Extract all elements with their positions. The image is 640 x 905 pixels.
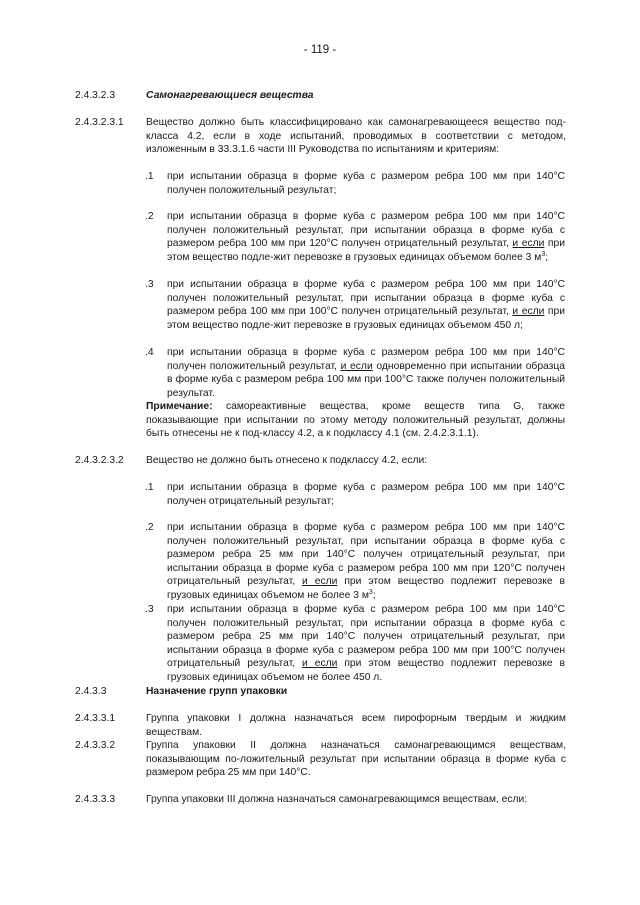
item-text: при испытании образца в форме куба с размером ребра 100 мм при 140°C получен положительный результат, при испытании образца в форме куба с размером ребра 25 мм при 140°C получен отрицательный результат, при испытании образца в форме куба с размером ребра 100 мм при 120°C получен отрицательный результат, и если при этом вещество подлежит перевозке в грузовых единицах объемом не более 3 $м^3$;: [167, 522, 565, 601]
underlined-condition: и если: [512, 306, 545, 318]
section-number: 2.4.3.3: [75, 686, 107, 697]
underlined-condition: и если: [340, 360, 373, 372]
paragraph-text: Вещество должно быть классифицировано как самонагревающееся вещество под-класса 4.2, если в ходе испытаний, проводимых в соответствии с методом, изложенным в 33.3.1.6 части III Руководства по испытаниям и критериям:: [146, 117, 566, 156]
list-item: [145, 346, 565, 400]
paragraph-text: Вещество не должно быть отнесено к подклассу 4.2, если:: [146, 455, 428, 466]
item-text: при испытании образца в форме куба с размером ребра 100 мм при 140°C получен положительный результат, при испытании образца в форме куба с размером ребра 25 мм при 140°C получен отрицательный результат, при испытании образца в форме куба с размером ребра 100 мм при 100°C получен отрицательный результат, и если при этом вещество подлежит перевозке в грузовых единицах объемом не более 450 л.: [167, 604, 565, 683]
paragraph-number: 2.4.3.3.1: [75, 713, 116, 724]
section-heading: [75, 685, 565, 699]
item-marker: .3: [145, 604, 154, 615]
paragraph-number: 2.4.3.2.3.1: [75, 117, 124, 128]
item-marker: .2: [145, 522, 154, 533]
paragraph: [75, 739, 565, 780]
paragraph: [75, 793, 565, 807]
paragraph-text: Группа упаковки II должна назначаться самонагревающимся веществам, показывающим по-ложительный результат при испытании образца в форме куба с размером ребра 25 мм при 140°C.: [146, 740, 566, 779]
section-title: Самонагревающиеся вещества: [146, 90, 314, 101]
underlined-condition: и если: [302, 658, 338, 670]
list-item: [145, 170, 565, 197]
item-text: при испытании образца в форме куба с размером ребра 100 мм при 140°C получен положительный результат, при испытании образца в форме куба с размером ребра 100 мм при 100°C получен отрицательный результат, и если при этом вещество подле-жит перевозке в грузовых единицах объемом 450 л;: [167, 279, 565, 331]
list-item: [145, 603, 565, 685]
paragraph-text: Группа упаковки I должна назначаться всем пирофорным твердым и жидким веществам.: [146, 713, 566, 738]
list-item: [145, 278, 565, 332]
paragraph-number: 2.4.3.2.3.2: [75, 455, 124, 466]
note: [146, 400, 565, 441]
paragraph-number: 2.4.3.3.3: [75, 794, 116, 805]
underlined-condition: и если: [302, 576, 338, 588]
paragraph: [75, 116, 565, 157]
note-text: самореактивные вещества, кроме веществ типа G, также показывающие при испытании по этому методу положительный результат, должны быть отнесены не к под-классу 4.2, а к подклассу 4.1 (см. 2.4.2.3.1.1).: [146, 401, 565, 440]
item-text: при испытании образца в форме куба с размером ребра 100 мм при 140°C получен положительный результат;: [167, 171, 565, 196]
list-item: [145, 521, 565, 603]
item-marker: .1: [145, 482, 154, 493]
underlined-condition: и если: [512, 238, 545, 250]
item-text: при испытании образца в форме куба с размером ребра 100 мм при 140°C получен положительный результат, при испытании образца в форме куба с размером ребра 100 мм при 120°C получен отрицательный результат, и если при этом вещество подле-жит перевозке в грузовых единицах объемом более 3 $м^3$;: [167, 211, 565, 263]
paragraph: [75, 454, 565, 468]
item-marker: .4: [145, 347, 154, 358]
paragraph-number: 2.4.3.3.2: [75, 740, 116, 751]
paragraph: [75, 712, 565, 739]
list-item: [145, 481, 565, 508]
note-label: Примечание:: [146, 401, 213, 412]
item-text: при испытании образца в форме куба с размером ребра 100 мм при 140°C получен положительный результат, и если одновременно при испытании образца в форме куба с размером ребра 100 мм при 100°C также получен положительный результат.: [167, 347, 565, 399]
section-title: Назначение групп упаковки: [146, 686, 288, 697]
page-number: - 119 -: [303, 44, 337, 56]
item-marker: .2: [145, 211, 154, 222]
section-number: 2.4.3.2.3: [75, 90, 116, 101]
list-item: [145, 210, 565, 264]
item-marker: .3: [145, 279, 154, 290]
item-marker: .1: [145, 171, 154, 182]
item-text: при испытании образца в форме куба с размером ребра 100 мм при 140°C получен отрицательный результат;: [167, 482, 565, 507]
section-heading: [75, 89, 565, 103]
paragraph-text: Группа упаковки III должна назначаться самонагревающимся веществам, если:: [146, 794, 528, 805]
